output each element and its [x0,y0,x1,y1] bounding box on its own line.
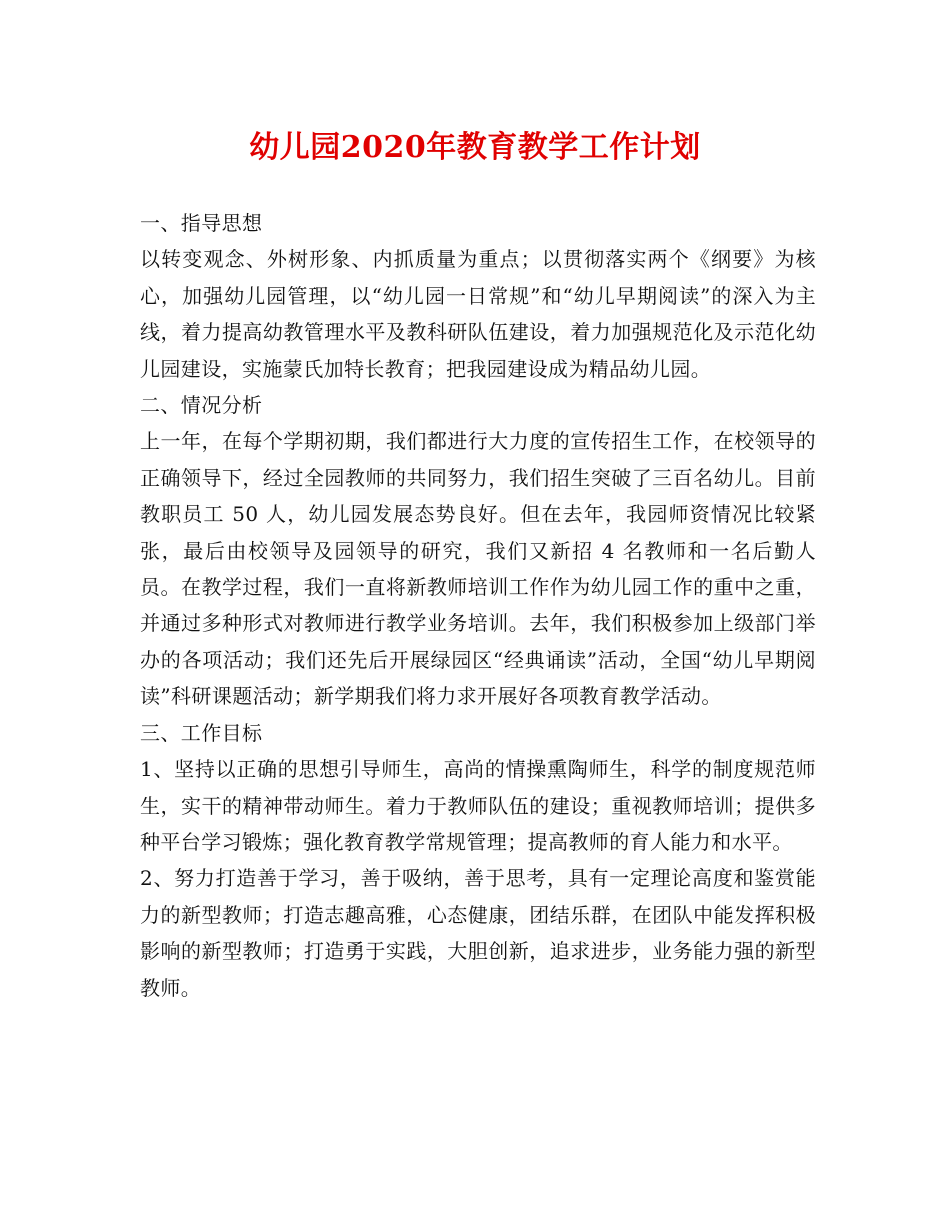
section-heading-work-goals: 三、工作目标 [140,720,263,745]
paragraph-situation-analysis: 上一年，在每个学期初期，我们都进行大力度的宣传招生工作，在校领导的正确领导下，经过全园教师的共同努力，我们招生突破了三百名幼儿。目前教职员工 50 人，幼儿园发展态势良好。但在去年，我园师资情况比较紧张，最后由校领导及园领导的研究，我们又新招 4 名教师和一名后勤人员。在教学过程，我们一直将新教师培训工作作为幼儿园工作的重中之重，并通过多种形式对教师进行教学业务培训。去年，我们积极参加上级部门举办的各项活动；我们还先后开展绿园区“经典诵读”活动，全国“幼儿早期阅读”科研课题活动；新学期我们将力求开展好各项教育教学活动。 [140,429,816,709]
paragraph-work-goal-1: 1、坚持以正确的思想引导师生，高尚的情操熏陶师生，科学的制度规范师生，实干的精神带动师生。着力于教师队伍的建设；重视教师培训；提供多种平台学习锻炼；强化教育教学常规管理；提高教师的育人能力和水平。 [140,757,816,854]
section-heading-situation-analysis: 二、情况分析 [140,393,263,418]
document-body [140,205,816,1006]
section-heading-guiding-ideology: 一、指导思想 [140,211,263,235]
document-title: 幼儿园2020年教育教学工作计划 [249,130,701,165]
paragraph-work-goal-2: 2、努力打造善于学习，善于吸纳，善于思考，具有一定理论高度和鉴赏能力的新型教师；打造志趣高雅，心态健康，团结乐群，在团队中能发挥积极影响的新型教师；打造勇于实践，大胆创新，追求进步，业务能力强的新型教师。 [140,866,816,1000]
paragraph-guiding-ideology: 以转变观念、外树形象、内抓质量为重点；以贯彻落实两个《纲要》为核心，加强幼儿园管理，以“幼儿园一日常规”和“幼儿早期阅读”的深入为主线，着力提高幼教管理水平及教科研队伍建设，着力加强规范化及示范化幼儿园建设，实施蒙氏加特长教育；把我园建设成为精品幼儿园。 [140,247,816,381]
